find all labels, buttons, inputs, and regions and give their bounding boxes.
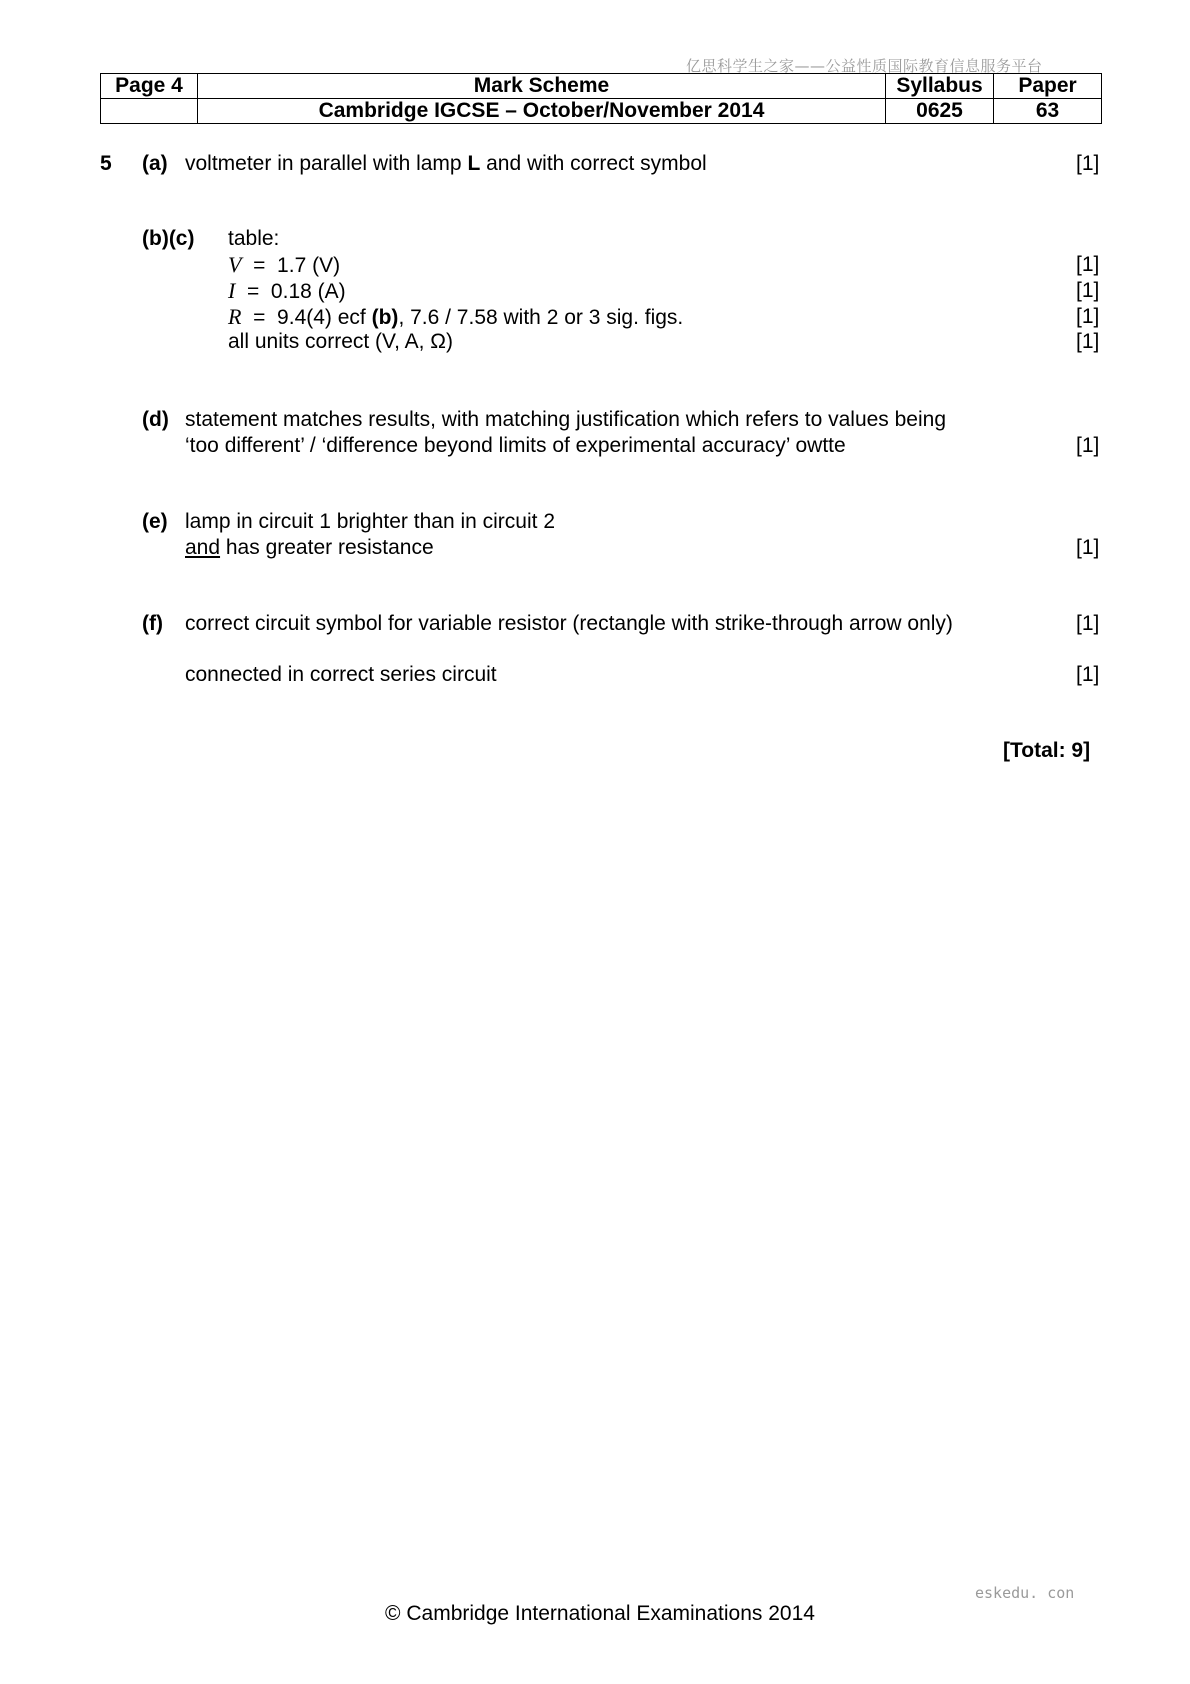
part-e-line-1: lamp in circuit 1 brighter than in circuit 2	[185, 510, 555, 533]
part-d-line-2: ‘too different’ / ‘difference beyond limits of experimental accuracy’ owtte	[185, 434, 846, 457]
part-bc-intro: table:	[228, 227, 280, 250]
part-bc-units: all units correct (V, A, Ω)	[228, 330, 454, 353]
part-a-label: (a)	[142, 152, 168, 175]
part-d-mark: [1]	[1076, 434, 1100, 457]
header-table	[100, 73, 1102, 124]
part-a-mark: [1]	[1076, 152, 1100, 175]
total-marks: [Total: 9]	[1003, 739, 1091, 762]
paper-code: 63	[994, 99, 1102, 124]
part-a-text: voltmeter in parallel with lamp L and with correct symbol	[185, 152, 707, 175]
watermark-top: 亿思科学生之家——公益性质国际教育信息服务平台	[686, 57, 1043, 75]
question-number: 5	[100, 152, 112, 175]
copyright-footer: © Cambridge International Examinations 2014	[385, 1602, 815, 1625]
page-number: Page 4	[101, 74, 198, 99]
part-e-label: (e)	[142, 510, 168, 533]
part-bc-current: I = 0.18 (A)	[228, 278, 346, 303]
part-f-label: (f)	[142, 612, 163, 635]
part-bc-voltage: V = 1.7 (V)	[228, 252, 341, 277]
part-bc-label: (b)(c)	[142, 227, 195, 250]
part-f-line-1: correct circuit symbol for variable resistor (rectangle with strike-through arrow only)	[185, 612, 953, 635]
document-title: Mark Scheme	[198, 74, 886, 99]
paper-label: Paper	[994, 74, 1102, 99]
part-f-line-2: connected in correct series circuit	[185, 663, 497, 686]
part-f-mark-1: [1]	[1076, 612, 1100, 635]
syllabus-label: Syllabus	[886, 74, 994, 99]
part-bc-mark-2: [1]	[1076, 279, 1100, 302]
document-subtitle: Cambridge IGCSE – October/November 2014	[198, 99, 886, 124]
part-bc-mark-3: [1]	[1076, 305, 1100, 328]
part-e-line-2: and has greater resistance	[185, 536, 434, 559]
syllabus-code: 0625	[886, 99, 994, 124]
header-empty-cell	[101, 99, 198, 124]
part-e-mark: [1]	[1076, 536, 1100, 559]
part-bc-mark-1: [1]	[1076, 253, 1100, 276]
part-bc-mark-4: [1]	[1076, 330, 1100, 353]
part-f-mark-2: [1]	[1076, 663, 1100, 686]
watermark-bottom: eskedu. con	[975, 1584, 1075, 1602]
part-d-line-1: statement matches results, with matching justification which refers to values being	[185, 408, 947, 431]
part-bc-resistance: R = 9.4(4) ecf (b), 7.6 / 7.58 with 2 or 3 sig. figs.	[228, 304, 684, 329]
part-d-label: (d)	[142, 408, 169, 431]
